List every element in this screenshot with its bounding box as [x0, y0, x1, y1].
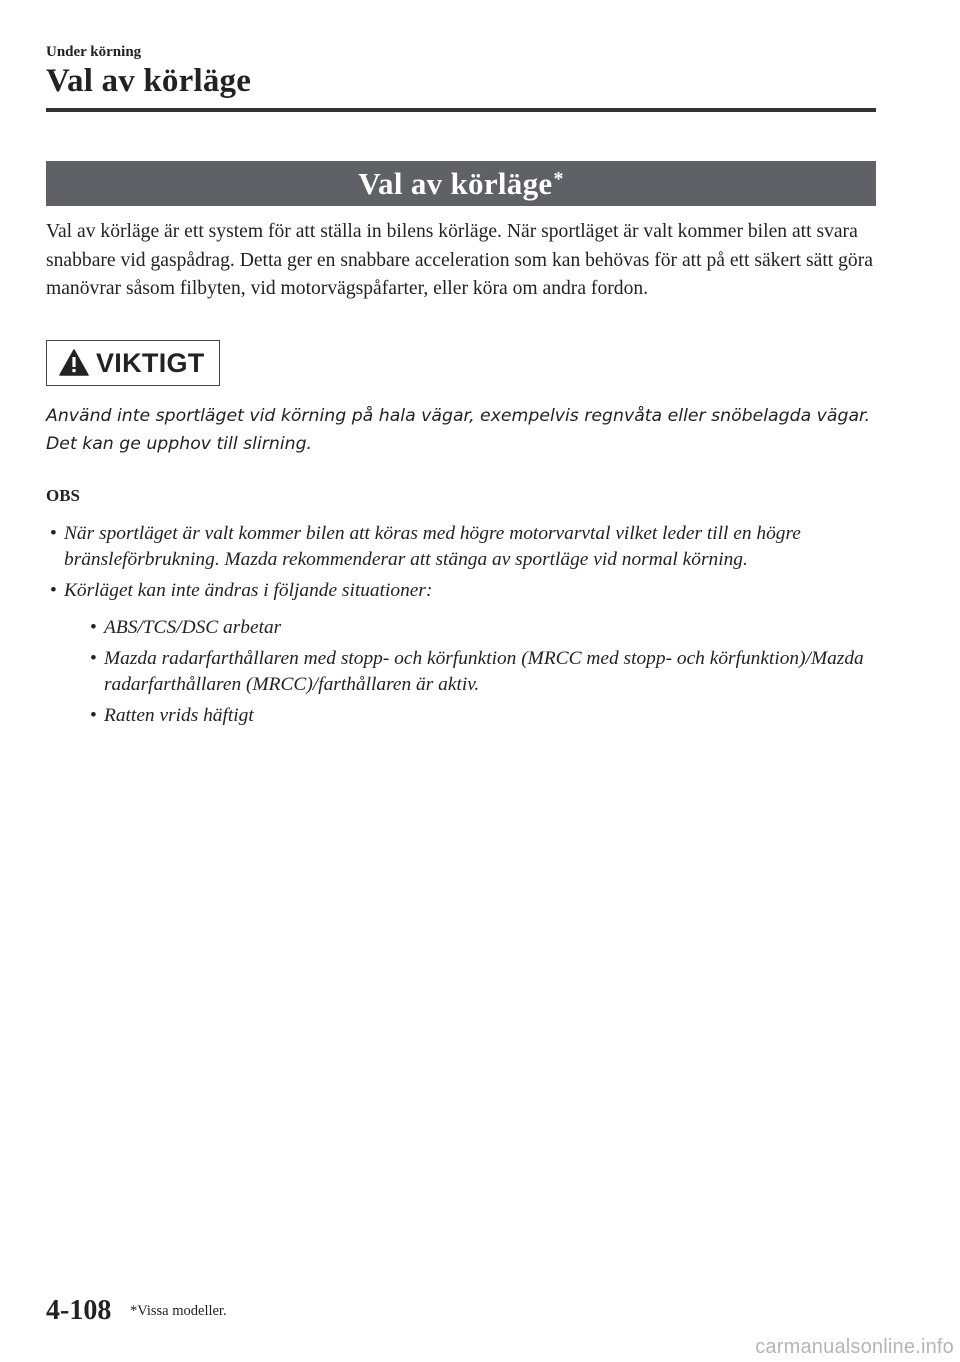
header-divider — [46, 108, 876, 112]
sub-list-item-text: ABS/TCS/DSC arbetar — [104, 617, 282, 638]
chapter-label: Under körning — [46, 44, 142, 60]
bullet-icon: • — [90, 648, 97, 669]
list-item-text: Körläget kan inte ändras i följande situationer: — [64, 580, 433, 601]
note-list — [46, 521, 876, 734]
sub-list-item — [86, 646, 876, 698]
sub-list-item-text: Mazda radarfarthållaren med stopp- och körfunktion (MRCC med stopp- och körfunktion)/Mazda radarfarthållaren (MRCC)/farthållaren är aktiv. — [104, 648, 864, 695]
page-title: Val av körläge — [46, 63, 252, 99]
bullet-icon: • — [90, 617, 97, 638]
bullet-icon: • — [50, 580, 57, 601]
warning-text: Använd inte sportläget vid körning på hala vägar, exempelvis regnvåta eller snöbelagda vägar. Det kan ge upphov till slirning. — [46, 406, 871, 454]
bullet-icon: • — [50, 523, 57, 544]
list-item — [46, 578, 876, 729]
section-asterisk: * — [553, 168, 564, 190]
sub-list-item-text: Ratten vrids häftigt — [104, 705, 254, 726]
intro-paragraph: Val av körläge är ett system för att ställa in bilens körläge. När sportläget är valt kommer bilen att svara snabbare vid gaspådrag. Detta ger en snabbare acceleration som kan behövas för att på ett säkert sätt göra manövrar såsom filbyten, vid motorvägspåfarter, eller köra om andra fordon. — [46, 221, 873, 299]
section-banner — [46, 161, 876, 206]
note-heading: OBS — [46, 486, 81, 505]
sub-list — [64, 615, 876, 729]
sub-list-item — [86, 615, 876, 641]
bullet-icon: • — [90, 705, 97, 726]
list-item-text: När sportläget är valt kommer bilen att köras med högre motorvarvtal vilket leder till en högre bränsleförbrukning. Mazda rekommenderar att stänga av sportläge vid normal körning. — [64, 523, 801, 570]
sub-list-item — [86, 703, 876, 729]
footnote: *Vissa modeller. — [130, 1303, 227, 1319]
warning-triangle-icon — [59, 349, 89, 377]
list-item — [46, 521, 876, 573]
watermark-text: carmanualsonline.info — [755, 1336, 954, 1358]
warning-label: VIKTIGT — [96, 347, 205, 378]
warning-box — [46, 340, 220, 386]
section-title: Val av körläge — [358, 165, 553, 201]
page-number: 4-108 — [46, 1295, 112, 1326]
